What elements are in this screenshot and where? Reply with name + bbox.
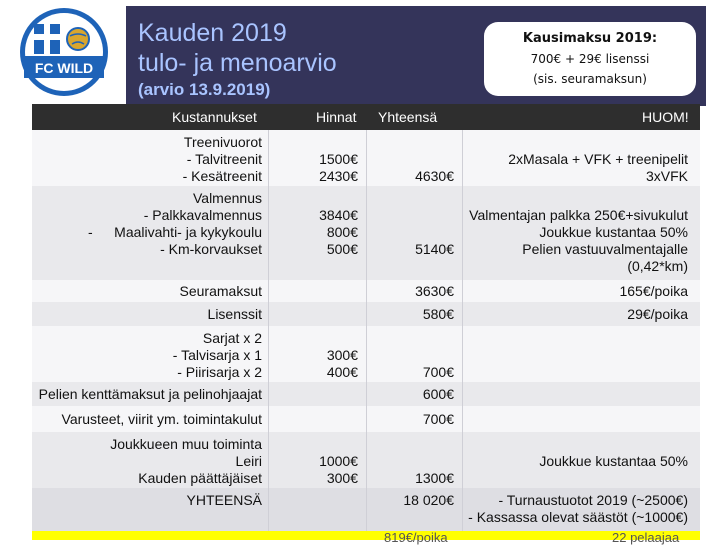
row-valmennus-prices: 3840€ 800€ 500€: [319, 207, 358, 257]
row-varusteet-label: Varusteet, viirit ym. toimintakulut: [61, 411, 262, 427]
per-player-row: [32, 531, 700, 540]
row-treenivuorot-label: Treenivuorot - Talvitreenit - Kesätreenit: [182, 134, 262, 184]
title-line-2: tulo- ja menoarvio: [138, 49, 337, 77]
season-fee-box: [484, 22, 696, 96]
page-title: [138, 18, 337, 78]
column-header-huom: HUOM!: [642, 109, 689, 125]
per-player-total: 819€/poika: [384, 530, 448, 545]
row-yhteensa-total: 18 020€: [403, 492, 454, 508]
fc-wild-logo: [14, 6, 114, 98]
row-sarjat-label: Sarjat x 2 - Talvisarja x 1 - Piirisarja x 2: [172, 330, 262, 380]
row-seuramaksut-note: 165€/poika: [619, 283, 688, 299]
header: [0, 0, 720, 106]
column-header-yhteensa: Yhteensä: [378, 109, 438, 125]
row-lisenssit-total: 580€: [422, 306, 454, 322]
row-seuramaksut-label: Seuramaksut: [179, 283, 262, 299]
row-muu-toiminta-total: 1300€: [415, 470, 454, 486]
fee-note: (sis. seuramaksun): [533, 72, 647, 86]
row-muu-toiminta-label: Joukkueen muu toiminta Leiri Kauden päättäjäiset: [110, 436, 262, 486]
title-line-1: Kauden 2019: [138, 19, 287, 47]
row-varusteet-total: 700€: [422, 411, 454, 427]
player-count: 22 pelaajaa: [612, 530, 680, 545]
row-sarjat-total: 700€: [422, 364, 454, 380]
row-valmennus-label: Valmennus - Palkkavalmennus Maalivahti- ja kykykoulu - Km-korvaukset: [114, 190, 262, 257]
row-yhteensa-label: YHTEENSÄ: [186, 492, 262, 508]
column-header-hinnat: Hinnat: [316, 109, 357, 125]
row-treenivuorot-note: 2xMasala + VFK + treenipelit 3xVFK: [508, 151, 688, 184]
row-yhteensa-note: - Turnaustuotot 2019 (~2500€) - Kassassa olevat säästöt (~1000€): [468, 492, 688, 525]
fee-title: Kausimaksu 2019:: [522, 31, 658, 46]
fee-amount: 700€ + 29€ lisenssi: [530, 52, 650, 66]
row-lisenssit-note: 29€/poika: [627, 306, 688, 322]
column-header-kustannukset: Kustannukset: [172, 109, 257, 125]
row-kenttamaksut-label: Pelien kenttämaksut ja pelinohjaajat: [38, 386, 262, 402]
row-treenivuorot-total: 4630€: [415, 168, 454, 184]
column-divider: [462, 104, 463, 540]
page-subtitle: (arvio 13.9.2019): [138, 80, 271, 99]
row-muu-toiminta-note: Joukkue kustantaa 50%: [539, 453, 688, 469]
svg-text:FC WILD: FC WILD: [34, 60, 94, 76]
column-divider: [268, 104, 269, 540]
row-valmennus-dash: -: [88, 224, 93, 240]
row-lisenssit-label: Lisenssit: [207, 306, 262, 322]
row-kenttamaksut-total: 600€: [422, 386, 454, 402]
row-valmennus-total: 5140€: [415, 241, 454, 257]
row-sarjat-prices: 300€ 400€: [326, 347, 358, 380]
table-header: [32, 104, 700, 130]
column-divider: [366, 104, 367, 540]
row-valmennus-note: Valmentajan palkka 250€+sivukulut Joukkue kustantaa 50% Pelien vastuuvalmentajalle (0,42*km): [469, 207, 688, 274]
row-seuramaksut-total: 3630€: [415, 283, 454, 299]
row-muu-toiminta-prices: 1000€ 300€: [319, 453, 358, 486]
row-treenivuorot-prices: 1500€ 2430€: [319, 151, 358, 184]
